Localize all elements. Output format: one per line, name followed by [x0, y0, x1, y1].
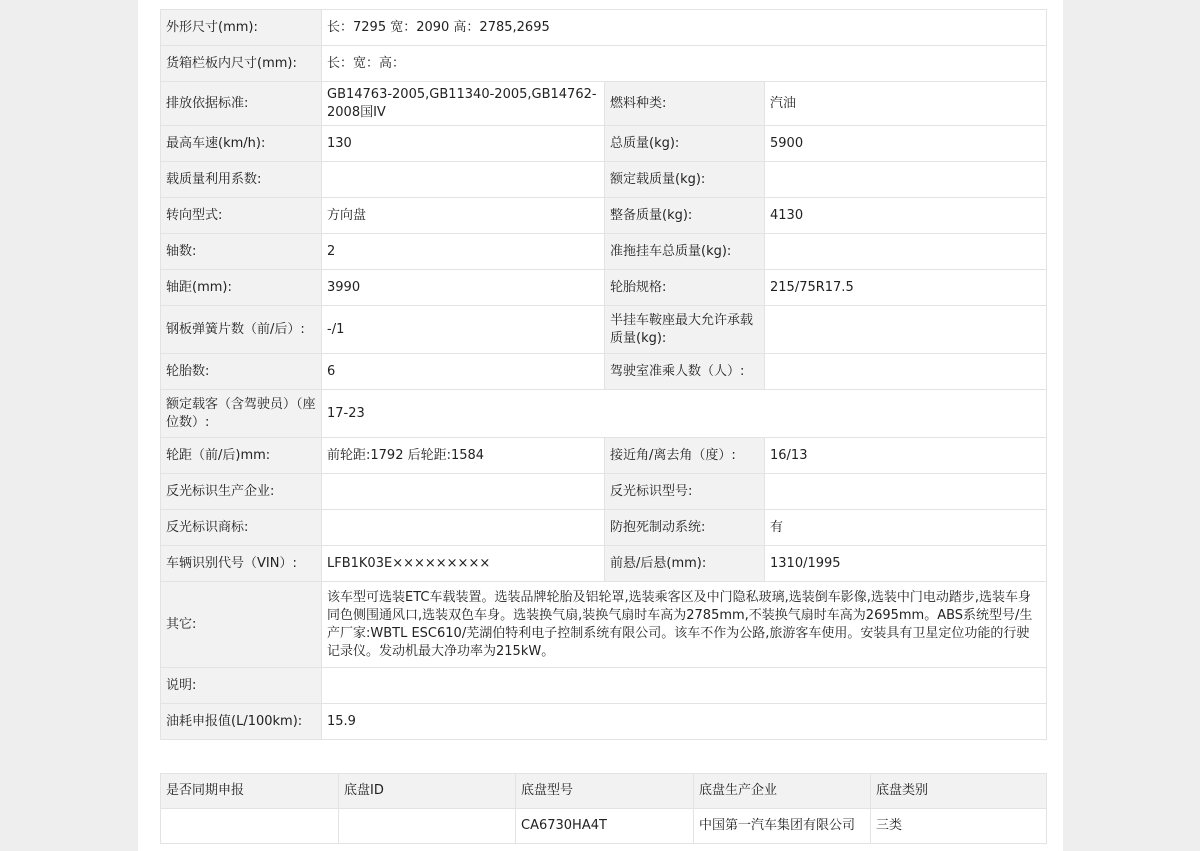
cab-seats-label: 驾驶室准乘人数（人）:: [605, 354, 765, 390]
table-row: [161, 126, 1047, 162]
other-label: 其它:: [161, 582, 322, 668]
table-row: [161, 162, 1047, 198]
total-mass-value: 5900: [765, 126, 1047, 162]
cargo-box-label: 货箱栏板内尺寸(mm):: [161, 46, 322, 82]
axles-label: 轴数:: [161, 234, 322, 270]
emission-label: 排放依据标准:: [161, 82, 322, 126]
abs-label: 防抱死制动系统:: [605, 510, 765, 546]
other-value: 该车型可选装ETC车载装置。选装品牌轮胎及铝轮罩,选装乘客区及中门隐私玻璃,选装倒车影像,选装中门电动踏步,选装车身同色侧围通风口,选装双色车身。选装换气扇,装换气扇时车高为2785mm,不装换气扇时车高为2695mm。ABS系统型号/生产厂家:WBTL ESC610/芜湖伯特利电子控制系统有限公司。该车不作为公路,旅游客车使用。安装具有卫星定位功能的行驶记录仪。发动机最大净功率为215kW。: [322, 582, 1047, 668]
fuel-consumption-label: 油耗申报值(L/100km):: [161, 704, 322, 740]
abs-value: 有: [765, 510, 1047, 546]
reflector-brand-value: [322, 510, 605, 546]
cab-seats-value: [765, 354, 1047, 390]
tire-count-label: 轮胎数:: [161, 354, 322, 390]
fuel-value: 汽油: [765, 82, 1047, 126]
reflector-model-value: [765, 474, 1047, 510]
axles-value: 2: [322, 234, 605, 270]
curb-mass-label: 整备质量(kg):: [605, 198, 765, 234]
reflector-brand-label: 反光标识商标:: [161, 510, 322, 546]
total-mass-label: 总质量(kg):: [605, 126, 765, 162]
table-row: [161, 234, 1047, 270]
table-cell: 中国第一汽车集团有限公司: [694, 809, 871, 844]
table-row: [161, 582, 1047, 668]
tire-count-value: 6: [322, 354, 605, 390]
table-row: [161, 668, 1047, 704]
trailer-mass-label: 准拖挂车总质量(kg):: [605, 234, 765, 270]
passengers-value: 17-23: [322, 390, 1047, 438]
tire-spec-label: 轮胎规格:: [605, 270, 765, 306]
fuel-consumption-value: 15.9: [322, 704, 1047, 740]
dimensions-value: 长：7295 宽：2090 高：2785,2695: [322, 10, 1047, 46]
table-cell: CA6730HA4T: [516, 809, 694, 844]
vehicle-spec-table: [160, 9, 1047, 740]
load-util-label: 载质量利用系数:: [161, 162, 322, 198]
wheelbase-value: 3990: [322, 270, 605, 306]
column-header: 底盘类别: [871, 774, 1047, 809]
table-row: [161, 438, 1047, 474]
overhang-label: 前悬/后悬(mm):: [605, 546, 765, 582]
reflector-maker-value: [322, 474, 605, 510]
table-row: [161, 10, 1047, 46]
table-row: [161, 474, 1047, 510]
rated-load-label: 额定载质量(kg):: [605, 162, 765, 198]
overhang-value: 1310/1995: [765, 546, 1047, 582]
table-cell: 三类: [871, 809, 1047, 844]
table-row: [161, 198, 1047, 234]
leaf-springs-value: -/1: [322, 306, 605, 354]
emission-value: GB14763-2005,GB11340-2005,GB14762-2008国IV: [322, 82, 605, 126]
vin-label: 车辆识别代号（VIN）:: [161, 546, 322, 582]
table-row: [161, 354, 1047, 390]
trailer-mass-value: [765, 234, 1047, 270]
steering-value: 方向盘: [322, 198, 605, 234]
table-row: [161, 809, 1047, 844]
table-row: [161, 82, 1047, 126]
dimensions-label: 外形尺寸(mm):: [161, 10, 322, 46]
table-row: [161, 390, 1047, 438]
table-row: [161, 306, 1047, 354]
note-label: 说明:: [161, 668, 322, 704]
saddle-load-value: [765, 306, 1047, 354]
reflector-model-label: 反光标识型号:: [605, 474, 765, 510]
table-row: [161, 546, 1047, 582]
column-header: 底盘生产企业: [694, 774, 871, 809]
max-speed-value: 130: [322, 126, 605, 162]
curb-mass-value: 4130: [765, 198, 1047, 234]
fuel-label: 燃料种类:: [605, 82, 765, 126]
passengers-label: 额定载客（含驾驶员）（座位数）:: [161, 390, 322, 438]
table-row: [161, 704, 1047, 740]
table-row: [161, 270, 1047, 306]
vin-value: LFB1K03E×××××××××: [322, 546, 605, 582]
leaf-springs-label: 钢板弹簧片数（前/后）:: [161, 306, 322, 354]
saddle-load-label: 半挂车鞍座最大允许承载质量(kg):: [605, 306, 765, 354]
table-row: [161, 46, 1047, 82]
table-cell: [339, 809, 516, 844]
table-row: [161, 510, 1047, 546]
table-header-row: [161, 774, 1047, 809]
rated-load-value: [765, 162, 1047, 198]
max-speed-label: 最高车速(km/h):: [161, 126, 322, 162]
column-header: 底盘型号: [516, 774, 694, 809]
angles-label: 接近角/离去角（度）:: [605, 438, 765, 474]
column-header: 是否同期申报: [161, 774, 339, 809]
load-util-value: [322, 162, 605, 198]
cargo-box-value: 长：宽：高：: [322, 46, 1047, 82]
angles-value: 16/13: [765, 438, 1047, 474]
track-value: 前轮距:1792 后轮距:1584: [322, 438, 605, 474]
chassis-table: [160, 773, 1047, 844]
tire-spec-value: 215/75R17.5: [765, 270, 1047, 306]
wheelbase-label: 轴距(mm):: [161, 270, 322, 306]
column-header: 底盘ID: [339, 774, 516, 809]
track-label: 轮距（前/后)mm:: [161, 438, 322, 474]
reflector-maker-label: 反光标识生产企业:: [161, 474, 322, 510]
document-page: [138, 0, 1063, 851]
table-cell: [161, 809, 339, 844]
steering-label: 转向型式:: [161, 198, 322, 234]
note-value: [322, 668, 1047, 704]
